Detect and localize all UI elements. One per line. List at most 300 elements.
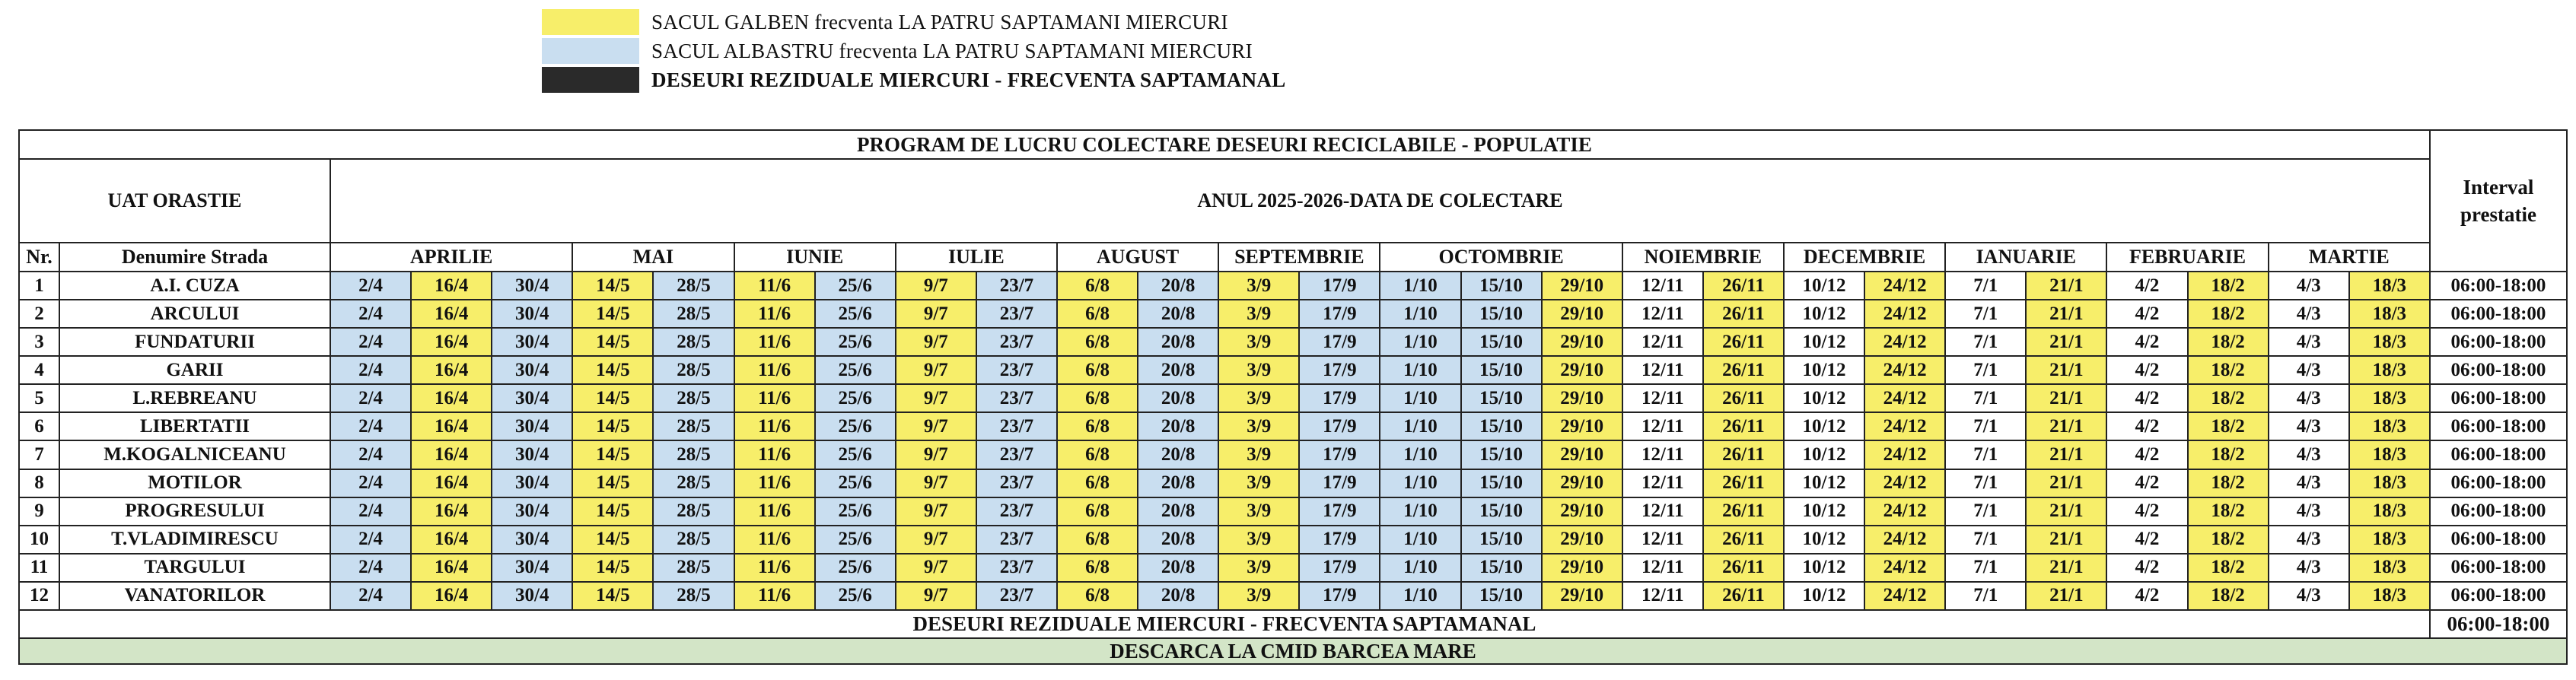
collection-date-cell: 16/4: [411, 356, 492, 384]
collection-date-cell: 17/9: [1299, 384, 1380, 412]
collection-date-cell: 18/2: [2188, 328, 2269, 356]
collection-date-cell: 24/12: [1864, 412, 1945, 440]
table-row: [19, 440, 2567, 469]
legend-yellow-text: SACUL GALBEN frecventa LA PATRU SAPTAMANI MIERCURI: [651, 10, 1228, 33]
collection-date-cell: 25/6: [815, 300, 896, 328]
collection-date-cell: 29/10: [1542, 328, 1622, 356]
collection-date-cell: 6/8: [1057, 328, 1138, 356]
collection-date-cell: 16/4: [411, 582, 492, 610]
collection-date-cell: 4/2: [2106, 384, 2187, 412]
collection-date-cell: 21/1: [2026, 526, 2106, 554]
collection-date-cell: 17/9: [1299, 300, 1380, 328]
collection-date-cell: 21/1: [2026, 582, 2106, 610]
collection-date-cell: 7/1: [1945, 412, 2026, 440]
collection-date-cell: 6/8: [1057, 384, 1138, 412]
collection-date-cell: 30/4: [492, 356, 572, 384]
street-name: L.REBREANU: [59, 384, 330, 412]
collection-date-cell: 4/3: [2269, 440, 2349, 469]
year-header: ANUL 2025-2026-DATA DE COLECTARE: [330, 159, 2430, 243]
collection-date-cell: 25/6: [815, 526, 896, 554]
collection-date-cell: 17/9: [1299, 272, 1380, 300]
collection-date-cell: 4/3: [2269, 554, 2349, 582]
collection-date-cell: 2/4: [330, 526, 411, 554]
collection-date-cell: 12/11: [1622, 440, 1703, 469]
row-number: 8: [19, 469, 59, 497]
legend: [542, 8, 1286, 94]
collection-date-cell: 21/1: [2026, 412, 2106, 440]
collection-date-cell: 28/5: [653, 384, 734, 412]
collection-date-cell: 18/2: [2188, 469, 2269, 497]
collection-date-cell: 21/1: [2026, 384, 2106, 412]
collection-date-cell: 18/2: [2188, 526, 2269, 554]
collection-date-cell: 24/12: [1864, 440, 1945, 469]
collection-date-cell: 9/7: [896, 526, 976, 554]
street-name: PROGRESULUI: [59, 497, 330, 526]
collection-date-cell: 3/9: [1218, 440, 1299, 469]
collection-date-cell: 30/4: [492, 554, 572, 582]
collection-date-cell: 23/7: [976, 526, 1057, 554]
collection-date-cell: 4/2: [2106, 272, 2187, 300]
street-name: VANATORILOR: [59, 582, 330, 610]
table-row: [19, 582, 2567, 610]
collection-date-cell: 3/9: [1218, 412, 1299, 440]
collection-date-cell: 4/3: [2269, 272, 2349, 300]
collection-date-cell: 20/8: [1138, 328, 1218, 356]
collection-date-cell: 3/9: [1218, 554, 1299, 582]
interval-cell: 06:00-18:00: [2430, 272, 2567, 300]
collection-date-cell: 17/9: [1299, 554, 1380, 582]
collection-date-cell: 9/7: [896, 497, 976, 526]
collection-date-cell: 28/5: [653, 497, 734, 526]
collection-date-cell: 10/12: [1784, 272, 1864, 300]
collection-date-cell: 15/10: [1461, 440, 1542, 469]
collection-date-cell: 1/10: [1380, 497, 1460, 526]
collection-date-cell: 10/12: [1784, 497, 1864, 526]
table-row: [19, 384, 2567, 412]
collection-date-cell: 14/5: [572, 497, 653, 526]
collection-date-cell: 11/6: [734, 412, 815, 440]
collection-date-cell: 11/6: [734, 526, 815, 554]
month-header-octombrie: OCTOMBRIE: [1380, 243, 1622, 272]
collection-date-cell: 15/10: [1461, 526, 1542, 554]
collection-date-cell: 4/2: [2106, 356, 2187, 384]
collection-date-cell: 26/11: [1703, 440, 1784, 469]
collection-date-cell: 7/1: [1945, 526, 2026, 554]
collection-date-cell: 4/2: [2106, 582, 2187, 610]
collection-date-cell: 29/10: [1542, 300, 1622, 328]
table-row: [19, 526, 2567, 554]
collection-date-cell: 2/4: [330, 497, 411, 526]
collection-date-cell: 18/2: [2188, 582, 2269, 610]
collection-date-cell: 30/4: [492, 300, 572, 328]
collection-date-cell: 16/4: [411, 272, 492, 300]
collection-date-cell: 11/6: [734, 497, 815, 526]
collection-date-cell: 3/9: [1218, 469, 1299, 497]
collection-date-cell: 29/10: [1542, 497, 1622, 526]
collection-date-cell: 26/11: [1703, 412, 1784, 440]
collection-date-cell: 23/7: [976, 272, 1057, 300]
table-row: [19, 497, 2567, 526]
collection-date-cell: 4/3: [2269, 582, 2349, 610]
collection-date-cell: 20/8: [1138, 384, 1218, 412]
collection-date-cell: 9/7: [896, 440, 976, 469]
month-header-iunie: IUNIE: [734, 243, 896, 272]
collection-date-cell: 12/11: [1622, 469, 1703, 497]
collection-date-cell: 12/11: [1622, 554, 1703, 582]
collection-date-cell: 3/9: [1218, 300, 1299, 328]
table-row: [19, 554, 2567, 582]
street-name: ARCULUI: [59, 300, 330, 328]
collection-date-cell: 25/6: [815, 384, 896, 412]
collection-date-cell: 6/8: [1057, 526, 1138, 554]
collection-date-cell: 6/8: [1057, 582, 1138, 610]
collection-date-cell: 2/4: [330, 272, 411, 300]
collection-date-cell: 23/7: [976, 384, 1057, 412]
collection-date-cell: 2/4: [330, 554, 411, 582]
collection-date-cell: 4/2: [2106, 300, 2187, 328]
collection-date-cell: 26/11: [1703, 526, 1784, 554]
collection-date-cell: 29/10: [1542, 272, 1622, 300]
row-number: 5: [19, 384, 59, 412]
row-number: 6: [19, 412, 59, 440]
collection-date-cell: 25/6: [815, 497, 896, 526]
collection-date-cell: 21/1: [2026, 300, 2106, 328]
collection-date-cell: 3/9: [1218, 497, 1299, 526]
collection-date-cell: 29/10: [1542, 356, 1622, 384]
table-row: [19, 469, 2567, 497]
collection-date-cell: 24/12: [1864, 300, 1945, 328]
collection-date-cell: 6/8: [1057, 497, 1138, 526]
collection-date-cell: 1/10: [1380, 440, 1460, 469]
collection-date-cell: 6/8: [1057, 469, 1138, 497]
month-header-ianuarie: IANUARIE: [1945, 243, 2106, 272]
interval-cell: 06:00-18:00: [2430, 469, 2567, 497]
collection-date-cell: 23/7: [976, 440, 1057, 469]
collection-date-cell: 24/12: [1864, 497, 1945, 526]
collection-date-cell: 24/12: [1864, 526, 1945, 554]
collection-date-cell: 17/9: [1299, 328, 1380, 356]
collection-date-cell: 2/4: [330, 300, 411, 328]
collection-date-cell: 30/4: [492, 384, 572, 412]
collection-date-cell: 16/4: [411, 384, 492, 412]
collection-date-cell: 16/4: [411, 412, 492, 440]
collection-date-cell: 28/5: [653, 440, 734, 469]
collection-date-cell: 9/7: [896, 356, 976, 384]
street-name: MOTILOR: [59, 469, 330, 497]
collection-date-cell: 25/6: [815, 412, 896, 440]
collection-date-cell: 4/3: [2269, 384, 2349, 412]
blue-swatch-icon: [542, 38, 639, 64]
collection-date-cell: 25/6: [815, 328, 896, 356]
collection-date-cell: 18/3: [2349, 328, 2430, 356]
collection-date-cell: 4/2: [2106, 554, 2187, 582]
street-header: Denumire Strada: [59, 243, 330, 272]
collection-date-cell: 25/6: [815, 272, 896, 300]
collection-date-cell: 30/4: [492, 526, 572, 554]
collection-date-cell: 18/3: [2349, 356, 2430, 384]
collection-date-cell: 25/6: [815, 440, 896, 469]
collection-date-cell: 21/1: [2026, 554, 2106, 582]
collection-date-cell: 2/4: [330, 582, 411, 610]
collection-date-cell: 4/3: [2269, 356, 2349, 384]
collection-date-cell: 2/4: [330, 356, 411, 384]
collection-date-cell: 18/2: [2188, 412, 2269, 440]
collection-date-cell: 21/1: [2026, 356, 2106, 384]
collection-date-cell: 23/7: [976, 300, 1057, 328]
collection-date-cell: 17/9: [1299, 582, 1380, 610]
collection-date-cell: 16/4: [411, 526, 492, 554]
collection-date-cell: 10/12: [1784, 300, 1864, 328]
collection-date-cell: 16/4: [411, 328, 492, 356]
collection-date-cell: 7/1: [1945, 554, 2026, 582]
interval-header: Interval prestatie: [2430, 130, 2567, 272]
collection-date-cell: 21/1: [2026, 469, 2106, 497]
collection-date-cell: 29/10: [1542, 384, 1622, 412]
collection-date-cell: 11/6: [734, 469, 815, 497]
collection-date-cell: 4/2: [2106, 469, 2187, 497]
street-name: LIBERTATII: [59, 412, 330, 440]
collection-date-cell: 24/12: [1864, 582, 1945, 610]
month-header-noiembrie: NOIEMBRIE: [1622, 243, 1784, 272]
collection-date-cell: 3/9: [1218, 328, 1299, 356]
collection-date-cell: 24/12: [1864, 469, 1945, 497]
interval-cell: 06:00-18:00: [2430, 356, 2567, 384]
collection-date-cell: 28/5: [653, 328, 734, 356]
yellow-swatch-icon: [542, 9, 639, 35]
collection-date-cell: 18/3: [2349, 469, 2430, 497]
collection-date-cell: 16/4: [411, 497, 492, 526]
collection-date-cell: 3/9: [1218, 526, 1299, 554]
street-name: A.I. CUZA: [59, 272, 330, 300]
collection-date-cell: 1/10: [1380, 469, 1460, 497]
collection-date-cell: 10/12: [1784, 412, 1864, 440]
interval-cell: 06:00-18:00: [2430, 497, 2567, 526]
collection-date-cell: 15/10: [1461, 554, 1542, 582]
collection-date-cell: 9/7: [896, 300, 976, 328]
collection-date-cell: 4/3: [2269, 469, 2349, 497]
collection-date-cell: 12/11: [1622, 328, 1703, 356]
collection-date-cell: 6/8: [1057, 356, 1138, 384]
street-name: T.VLADIMIRESCU: [59, 526, 330, 554]
row-number: 2: [19, 300, 59, 328]
collection-date-cell: 18/3: [2349, 440, 2430, 469]
collection-date-cell: 1/10: [1380, 412, 1460, 440]
collection-date-cell: 28/5: [653, 554, 734, 582]
table-row: [19, 328, 2567, 356]
footer-interval: 06:00-18:00: [2430, 610, 2567, 638]
collection-date-cell: 23/7: [976, 554, 1057, 582]
collection-date-cell: 23/7: [976, 497, 1057, 526]
collection-date-cell: 29/10: [1542, 412, 1622, 440]
collection-date-cell: 11/6: [734, 356, 815, 384]
collection-date-cell: 16/4: [411, 469, 492, 497]
collection-date-cell: 2/4: [330, 412, 411, 440]
month-header-august: AUGUST: [1057, 243, 1218, 272]
collection-date-cell: 20/8: [1138, 440, 1218, 469]
collection-date-cell: 9/7: [896, 554, 976, 582]
collection-date-cell: 6/8: [1057, 412, 1138, 440]
collection-date-cell: 17/9: [1299, 469, 1380, 497]
collection-date-cell: 30/4: [492, 440, 572, 469]
uat-name: UAT ORASTIE: [19, 159, 330, 243]
collection-date-cell: 30/4: [492, 272, 572, 300]
street-name: GARII: [59, 356, 330, 384]
collection-date-cell: 28/5: [653, 356, 734, 384]
collection-date-cell: 28/5: [653, 469, 734, 497]
collection-date-cell: 17/9: [1299, 497, 1380, 526]
collection-date-cell: 23/7: [976, 356, 1057, 384]
collection-date-cell: 30/4: [492, 497, 572, 526]
collection-date-cell: 4/2: [2106, 440, 2187, 469]
collection-date-cell: 7/1: [1945, 272, 2026, 300]
month-header-martie: MARTIE: [2269, 243, 2430, 272]
collection-date-cell: 26/11: [1703, 272, 1784, 300]
collection-date-cell: 17/9: [1299, 412, 1380, 440]
collection-date-cell: 15/10: [1461, 300, 1542, 328]
collection-date-cell: 30/4: [492, 328, 572, 356]
collection-date-cell: 25/6: [815, 356, 896, 384]
collection-date-cell: 23/7: [976, 328, 1057, 356]
street-name: M.KOGALNICEANU: [59, 440, 330, 469]
collection-date-cell: 24/12: [1864, 328, 1945, 356]
collection-date-cell: 12/11: [1622, 497, 1703, 526]
collection-date-cell: 9/7: [896, 582, 976, 610]
legend-residual: [542, 65, 1286, 94]
interval-cell: 06:00-18:00: [2430, 526, 2567, 554]
legend-blue: [542, 37, 1286, 65]
collection-date-cell: 7/1: [1945, 582, 2026, 610]
collection-date-cell: 28/5: [653, 300, 734, 328]
collection-date-cell: 23/7: [976, 582, 1057, 610]
collection-date-cell: 21/1: [2026, 328, 2106, 356]
collection-date-cell: 23/7: [976, 412, 1057, 440]
collection-date-cell: 25/6: [815, 469, 896, 497]
collection-date-cell: 12/11: [1622, 272, 1703, 300]
collection-date-cell: 21/1: [2026, 497, 2106, 526]
collection-date-cell: 30/4: [492, 582, 572, 610]
month-header-aprilie: APRILIE: [330, 243, 572, 272]
collection-date-cell: 30/4: [492, 469, 572, 497]
collection-date-cell: 12/11: [1622, 582, 1703, 610]
collection-date-cell: 7/1: [1945, 497, 2026, 526]
collection-date-cell: 15/10: [1461, 469, 1542, 497]
collection-date-cell: 14/5: [572, 582, 653, 610]
collection-date-cell: 20/8: [1138, 356, 1218, 384]
collection-date-cell: 18/2: [2188, 272, 2269, 300]
collection-date-cell: 18/3: [2349, 582, 2430, 610]
collection-date-cell: 12/11: [1622, 356, 1703, 384]
collection-date-cell: 20/8: [1138, 554, 1218, 582]
collection-date-cell: 11/6: [734, 582, 815, 610]
nr-header: Nr.: [19, 243, 59, 272]
collection-date-cell: 29/10: [1542, 440, 1622, 469]
collection-date-cell: 26/11: [1703, 300, 1784, 328]
collection-date-cell: 14/5: [572, 412, 653, 440]
table-title: PROGRAM DE LUCRU COLECTARE DESEURI RECICLABILE - POPULATIE: [19, 130, 2430, 159]
row-number: 4: [19, 356, 59, 384]
collection-date-cell: 1/10: [1380, 554, 1460, 582]
table-row: [19, 300, 2567, 328]
collection-date-cell: 21/1: [2026, 272, 2106, 300]
collection-date-cell: 17/9: [1299, 440, 1380, 469]
collection-date-cell: 18/3: [2349, 300, 2430, 328]
collection-date-cell: 18/2: [2188, 440, 2269, 469]
footer-residual: DESEURI REZIDUALE MIERCURI - FRECVENTA SAPTAMANAL: [19, 610, 2430, 638]
collection-date-cell: 18/3: [2349, 412, 2430, 440]
collection-date-cell: 11/6: [734, 440, 815, 469]
collection-date-cell: 1/10: [1380, 356, 1460, 384]
collection-date-cell: 4/2: [2106, 526, 2187, 554]
collection-date-cell: 7/1: [1945, 356, 2026, 384]
collection-date-cell: 26/11: [1703, 582, 1784, 610]
collection-date-cell: 4/2: [2106, 412, 2187, 440]
collection-date-cell: 2/4: [330, 384, 411, 412]
collection-date-cell: 14/5: [572, 384, 653, 412]
collection-date-cell: 26/11: [1703, 384, 1784, 412]
collection-date-cell: 4/3: [2269, 412, 2349, 440]
collection-date-cell: 18/2: [2188, 300, 2269, 328]
collection-date-cell: 20/8: [1138, 412, 1218, 440]
collection-date-cell: 29/10: [1542, 469, 1622, 497]
collection-date-cell: 3/9: [1218, 272, 1299, 300]
collection-date-cell: 6/8: [1057, 300, 1138, 328]
collection-date-cell: 24/12: [1864, 272, 1945, 300]
collection-date-cell: 24/12: [1864, 384, 1945, 412]
collection-date-cell: 15/10: [1461, 384, 1542, 412]
collection-date-cell: 12/11: [1622, 384, 1703, 412]
row-number: 11: [19, 554, 59, 582]
street-name: TARGULUI: [59, 554, 330, 582]
collection-date-cell: 9/7: [896, 412, 976, 440]
collection-date-cell: 28/5: [653, 582, 734, 610]
collection-date-cell: 1/10: [1380, 526, 1460, 554]
collection-date-cell: 9/7: [896, 272, 976, 300]
interval-cell: 06:00-18:00: [2430, 412, 2567, 440]
collection-date-cell: 6/8: [1057, 440, 1138, 469]
collection-date-cell: 7/1: [1945, 440, 2026, 469]
collection-date-cell: 14/5: [572, 300, 653, 328]
collection-date-cell: 11/6: [734, 554, 815, 582]
month-header-februarie: FEBRUARIE: [2106, 243, 2268, 272]
interval-cell: 06:00-18:00: [2430, 582, 2567, 610]
collection-date-cell: 21/1: [2026, 440, 2106, 469]
row-number: 10: [19, 526, 59, 554]
collection-date-cell: 10/12: [1784, 328, 1864, 356]
collection-date-cell: 15/10: [1461, 497, 1542, 526]
collection-date-cell: 17/9: [1299, 526, 1380, 554]
collection-date-cell: 2/4: [330, 469, 411, 497]
collection-date-cell: 2/4: [330, 328, 411, 356]
collection-date-cell: 7/1: [1945, 328, 2026, 356]
black-swatch-icon: [542, 67, 639, 93]
legend-blue-text: SACUL ALBASTRU frecventa LA PATRU SAPTAMANI MIERCURI: [651, 39, 1253, 62]
interval-cell: 06:00-18:00: [2430, 384, 2567, 412]
collection-date-cell: 4/2: [2106, 497, 2187, 526]
collection-date-cell: 18/3: [2349, 526, 2430, 554]
collection-date-cell: 15/10: [1461, 412, 1542, 440]
month-header-decembrie: DECEMBRIE: [1784, 243, 1945, 272]
collection-date-cell: 14/5: [572, 554, 653, 582]
collection-date-cell: 26/11: [1703, 328, 1784, 356]
collection-date-cell: 1/10: [1380, 328, 1460, 356]
month-header-mai: MAI: [572, 243, 734, 272]
collection-date-cell: 9/7: [896, 384, 976, 412]
collection-date-cell: 4/3: [2269, 300, 2349, 328]
collection-date-cell: 12/11: [1622, 300, 1703, 328]
collection-date-cell: 6/8: [1057, 272, 1138, 300]
month-header-iulie: IULIE: [896, 243, 1057, 272]
collection-date-cell: 14/5: [572, 469, 653, 497]
